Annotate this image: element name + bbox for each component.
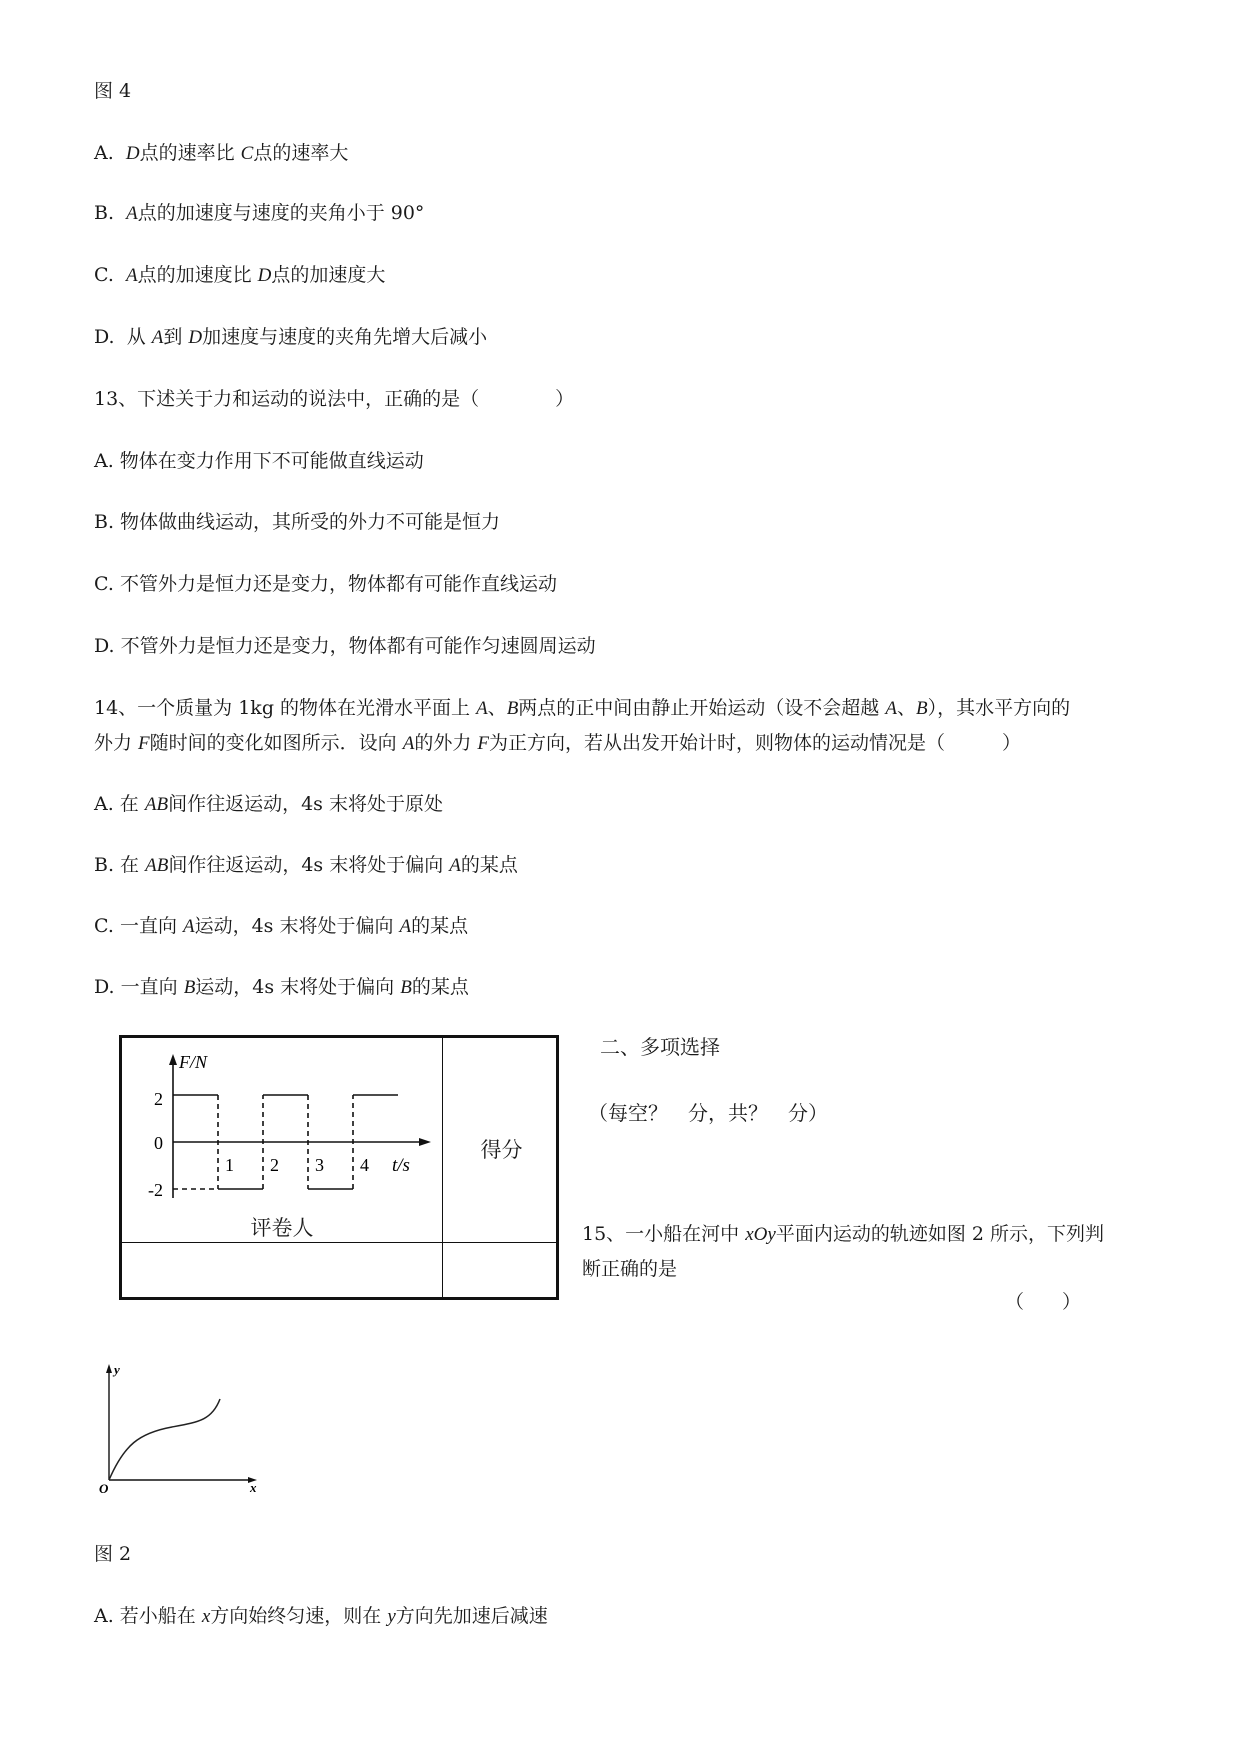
trajectory-curve <box>109 1399 220 1480</box>
grader-label: 评卷人 <box>250 1216 314 1240</box>
score-table <box>119 1035 559 1300</box>
q13-option-d: D. 不管外力是恒力还是变力，物体都有可能作匀速圆周运动 <box>94 635 596 657</box>
q12-option-c: C. A点的加速度比 D点的加速度大 <box>94 264 386 286</box>
fig2-caption: 图 2 <box>94 1543 132 1565</box>
x-tick-label-2: 2 <box>270 1155 279 1175</box>
q15-option-a: A. 若小船在 x方向始终匀速，则在 y方向先加速后减速 <box>94 1605 548 1627</box>
q13-option-c: C. 不管外力是恒力还是变力，物体都有可能作直线运动 <box>94 573 557 595</box>
q12-option-d: D. 从 A到 D加速度与速度的夹角先增大后减小 <box>94 326 488 348</box>
q13-option-a: A. 物体在变力作用下不可能做直线运动 <box>94 450 424 472</box>
y-axis-arrow <box>169 1054 177 1065</box>
q14-option-b: B. 在 AB间作往返运动，4s 末将处于偏向 A的某点 <box>94 854 518 876</box>
y-axis-label: F/N <box>179 1052 208 1072</box>
x-tick-label-4: 4 <box>360 1155 369 1175</box>
q13-option-b: B. 物体做曲线运动，其所受的外力不可能是恒力 <box>94 511 501 533</box>
q13-stem: 13、下述关于力和运动的说法中，正确的是（ ） <box>94 388 575 410</box>
q12-option-a: A. D点的速率比 C点的速率大 <box>94 142 349 164</box>
y-tick-label-neg2: -2 <box>148 1180 163 1200</box>
table-divider-vertical <box>442 1038 443 1297</box>
x-axis-label: x <box>250 1480 257 1495</box>
force-time-graph <box>142 1046 432 1211</box>
table-divider-horizontal <box>122 1242 556 1243</box>
x-axis-label: t/s <box>392 1155 410 1176</box>
q15-answer-blank: （ ） <box>1005 1291 1082 1313</box>
fig4-caption: 图 4 <box>94 80 132 102</box>
q15-stem-line2: 断正确的是 <box>582 1258 678 1280</box>
q14-option-a: A. 在 AB间作往返运动，4s 末将处于原处 <box>94 793 443 815</box>
y-axis-label: y <box>114 1362 120 1377</box>
q15-stem-line1: 15、一小船在河中 xOy平面内运动的轨迹如图 2 所示，下列判 <box>582 1223 1104 1245</box>
x-tick-label-3: 3 <box>315 1155 324 1175</box>
origin-label: O <box>99 1481 109 1495</box>
section2-title: 二、多项选择 <box>600 1035 720 1059</box>
q14-option-c: C. 一直向 A运动，4s 末将处于偏向 A的某点 <box>94 915 469 937</box>
x-axis-arrow <box>419 1138 431 1146</box>
q14-option-d: D. 一直向 B运动，4s 末将处于偏向 B的某点 <box>94 976 469 998</box>
y-tick-label-2: 2 <box>154 1089 163 1109</box>
y-axis-arrow <box>106 1364 112 1373</box>
q14-stem-line1: 14、一个质量为 1kg 的物体在光滑水平面上 A、B两点的正中间由静止开始运动（设不会超越 A、B），其水平方向的 <box>94 697 1071 719</box>
y-tick-label-0: 0 <box>154 1133 163 1153</box>
score-label: 得分 <box>480 1138 523 1162</box>
trajectory-graph <box>94 1360 269 1495</box>
x-tick-label-1: 1 <box>225 1155 234 1175</box>
section2-subtitle: （每空？ 分，共？ 分） <box>588 1101 828 1125</box>
q12-option-b: B. A点的加速度与速度的夹角小于 90° <box>94 202 425 224</box>
q14-stem-line2: 外力 F随时间的变化如图所示．设向 A的外力 F为正方向，若从出发开始计时，则物体的运动情况是（ ） <box>94 732 1021 754</box>
